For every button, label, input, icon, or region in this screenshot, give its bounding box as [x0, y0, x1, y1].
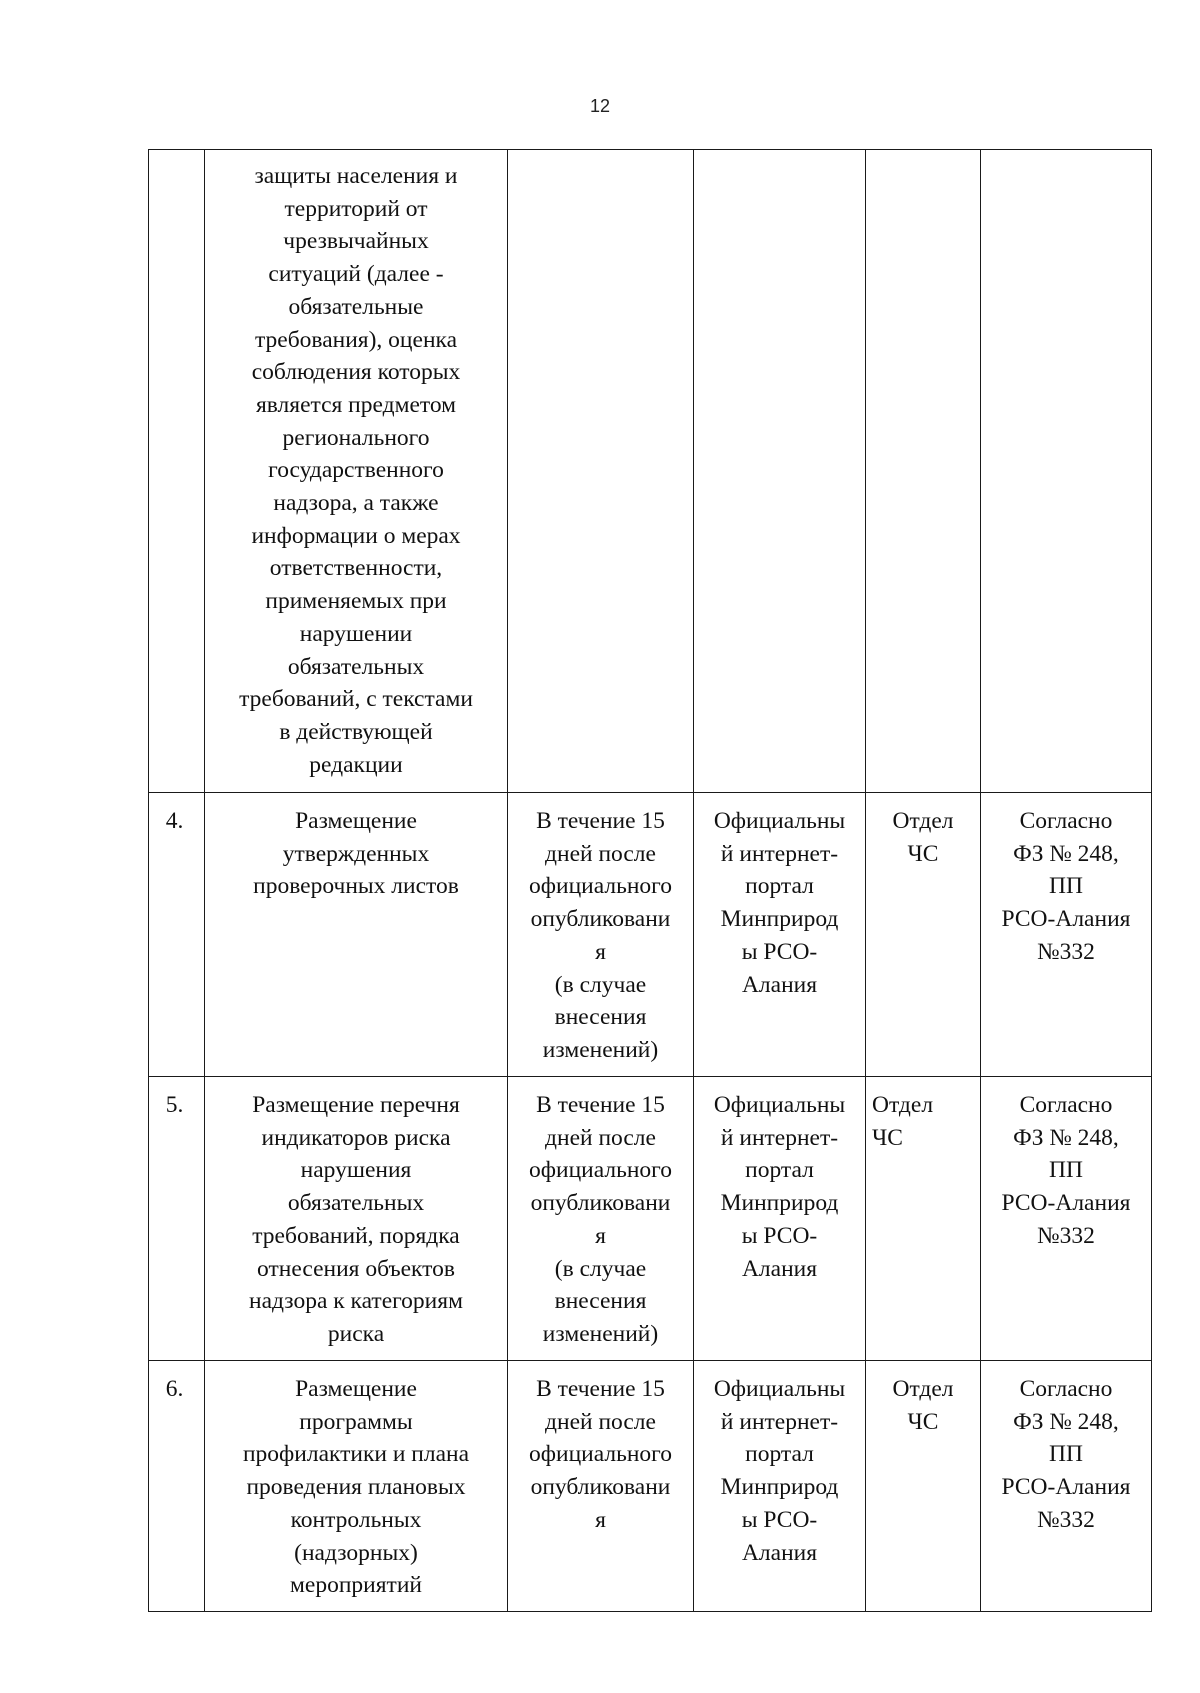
cell-term — [508, 150, 694, 793]
text-line: ПП — [1049, 1157, 1083, 1184]
text-line: государственного — [268, 457, 444, 484]
text-line: Алания — [741, 971, 818, 998]
text-line: Официальны — [713, 1092, 846, 1118]
text-line: изменений) — [542, 1036, 659, 1063]
text-line: территорий от — [284, 195, 428, 222]
cell-activity — [205, 150, 508, 793]
activities-table — [148, 149, 1152, 1612]
text-line: Согласно — [1019, 1092, 1113, 1118]
cell-term — [508, 1077, 694, 1361]
text-line: риска — [327, 1320, 385, 1347]
text-line: В течение 15 — [536, 808, 665, 834]
cell-activity — [205, 1077, 508, 1361]
text-line: Минприрод — [720, 906, 839, 933]
text-line: я — [595, 938, 606, 965]
text-line: ответственности, — [269, 555, 443, 582]
text-line: №332 — [1037, 1222, 1095, 1249]
text-line: требований, с текстами — [239, 686, 473, 713]
text-line: ПП — [1049, 873, 1083, 900]
text-line: я — [595, 1506, 606, 1533]
text-line: Официальны — [713, 808, 846, 834]
text-line: ЧС — [907, 840, 939, 867]
text-line: Размещение — [295, 808, 417, 834]
cell-responsible — [866, 793, 981, 1077]
text-line: ситуаций (далее - — [268, 261, 444, 288]
text-line: Согласно — [1019, 1376, 1113, 1402]
text-line: №332 — [1037, 1506, 1095, 1533]
text-line: РСО-Алания — [1001, 906, 1131, 933]
text-line: нарушения — [300, 1157, 412, 1184]
text-line: требований, порядка — [252, 1222, 460, 1249]
text-line: регионального — [282, 424, 430, 451]
text-line: официального — [529, 1441, 672, 1468]
cell-term — [508, 1361, 694, 1612]
text-line: дней после — [545, 1124, 656, 1151]
text-line: обязательных — [287, 1190, 425, 1217]
text-line: портал — [745, 873, 814, 900]
text-line: требования), оценка — [254, 326, 458, 353]
text-line: РСО-Алания — [1001, 1190, 1131, 1217]
text-line: соблюдения которых — [251, 359, 461, 386]
cell-responsible — [866, 1361, 981, 1612]
cell-basis — [981, 793, 1152, 1077]
cell-term — [508, 793, 694, 1077]
text-line: й интернет- — [720, 1124, 839, 1151]
text-line: Алания — [741, 1255, 818, 1282]
text-line: (в случае — [554, 971, 647, 998]
cell-number — [149, 150, 205, 793]
text-line: я — [595, 1222, 606, 1249]
text-line: РСО-Алания — [1001, 1474, 1131, 1501]
cell-place — [694, 1077, 866, 1361]
table-row — [149, 793, 1152, 1077]
text-line: индикаторов риска — [261, 1124, 451, 1151]
text-line: мероприятий — [290, 1572, 422, 1599]
text-line: в действующей — [279, 718, 433, 745]
text-line: Минприрод — [720, 1190, 839, 1217]
text-line: надзора, а также — [273, 490, 439, 517]
text-line: Размещение перечня — [252, 1092, 460, 1118]
text-line: Отдел — [892, 808, 954, 834]
text-line: портал — [745, 1157, 814, 1184]
text-line: опубликовани — [530, 1190, 671, 1217]
text-line: (в случае — [554, 1255, 647, 1282]
text-line: Отдел — [872, 1092, 934, 1118]
text-line: №332 — [1037, 938, 1095, 965]
cell-number: 4. — [149, 793, 205, 1077]
text-line: дней после — [545, 840, 656, 867]
text-line: й интернет- — [720, 1408, 839, 1435]
text-line: В течение 15 — [536, 1376, 665, 1402]
cell-activity — [205, 1361, 508, 1612]
text-line: ФЗ № 248, — [1013, 1124, 1119, 1151]
text-line: ПП — [1049, 1441, 1083, 1468]
text-line: изменений) — [542, 1320, 659, 1347]
text-line: проверочных листов — [253, 873, 459, 900]
cell-place — [694, 793, 866, 1077]
cell-responsible — [866, 1077, 981, 1361]
text-line: чрезвычайных — [283, 228, 429, 255]
text-line: нарушении — [299, 620, 413, 647]
text-line: Минприрод — [720, 1474, 839, 1501]
text-line: опубликовани — [530, 906, 671, 933]
text-line: ФЗ № 248, — [1013, 1408, 1119, 1435]
cell-responsible — [866, 150, 981, 793]
table-row — [149, 1077, 1152, 1361]
text-line: ы РСО- — [741, 938, 818, 965]
cell-basis — [981, 1077, 1152, 1361]
cell-activity — [205, 793, 508, 1077]
text-line: опубликовани — [530, 1474, 671, 1501]
text-line: Согласно — [1019, 808, 1113, 834]
text-line: ФЗ № 248, — [1013, 840, 1119, 867]
text-line: редакции — [309, 751, 403, 778]
text-line: дней после — [545, 1408, 656, 1435]
cell-basis — [981, 1361, 1152, 1612]
cell-basis — [981, 150, 1152, 793]
text-line: ЧС — [872, 1124, 903, 1151]
text-line: Алания — [741, 1539, 818, 1566]
cell-number: 6. — [149, 1361, 205, 1612]
text-line: внесения — [554, 1004, 647, 1031]
text-line: контрольных — [290, 1506, 422, 1533]
text-line: й интернет- — [720, 840, 839, 867]
text-line: является предметом — [255, 391, 457, 418]
text-line: защиты населения и — [254, 163, 458, 189]
table-row — [149, 1361, 1152, 1612]
text-line: ы РСО- — [741, 1222, 818, 1249]
table-row-continuation — [149, 150, 1152, 793]
text-line: информации о мерах — [251, 522, 461, 549]
text-line: (надзорных) — [294, 1539, 418, 1566]
text-line: отнесения объектов — [257, 1255, 455, 1282]
page-number: 12 — [589, 96, 611, 116]
text-line: обязательные — [288, 293, 424, 320]
text-line: утвержденных — [282, 840, 430, 867]
text-line: ы РСО- — [741, 1506, 818, 1533]
text-line: применяемых при — [265, 588, 447, 615]
text-line: портал — [745, 1441, 814, 1468]
cell-place — [694, 1361, 866, 1612]
text-line: проведения плановых — [246, 1474, 466, 1501]
text-line: Размещение — [295, 1376, 417, 1402]
text-line: программы — [299, 1408, 413, 1435]
text-line: официального — [529, 1157, 672, 1184]
cell-place — [694, 150, 866, 793]
text-line: внесения — [554, 1288, 647, 1315]
text-line: официального — [529, 873, 672, 900]
text-line: Отдел — [892, 1376, 954, 1402]
text-line: профилактики и плана — [242, 1441, 470, 1468]
text-line: обязательных — [287, 653, 425, 680]
text-line: надзора к категориям — [249, 1288, 463, 1315]
cell-number: 5. — [149, 1077, 205, 1361]
text-line: ЧС — [907, 1408, 939, 1435]
text-line: Официальны — [713, 1376, 846, 1402]
text-line: В течение 15 — [536, 1092, 665, 1118]
